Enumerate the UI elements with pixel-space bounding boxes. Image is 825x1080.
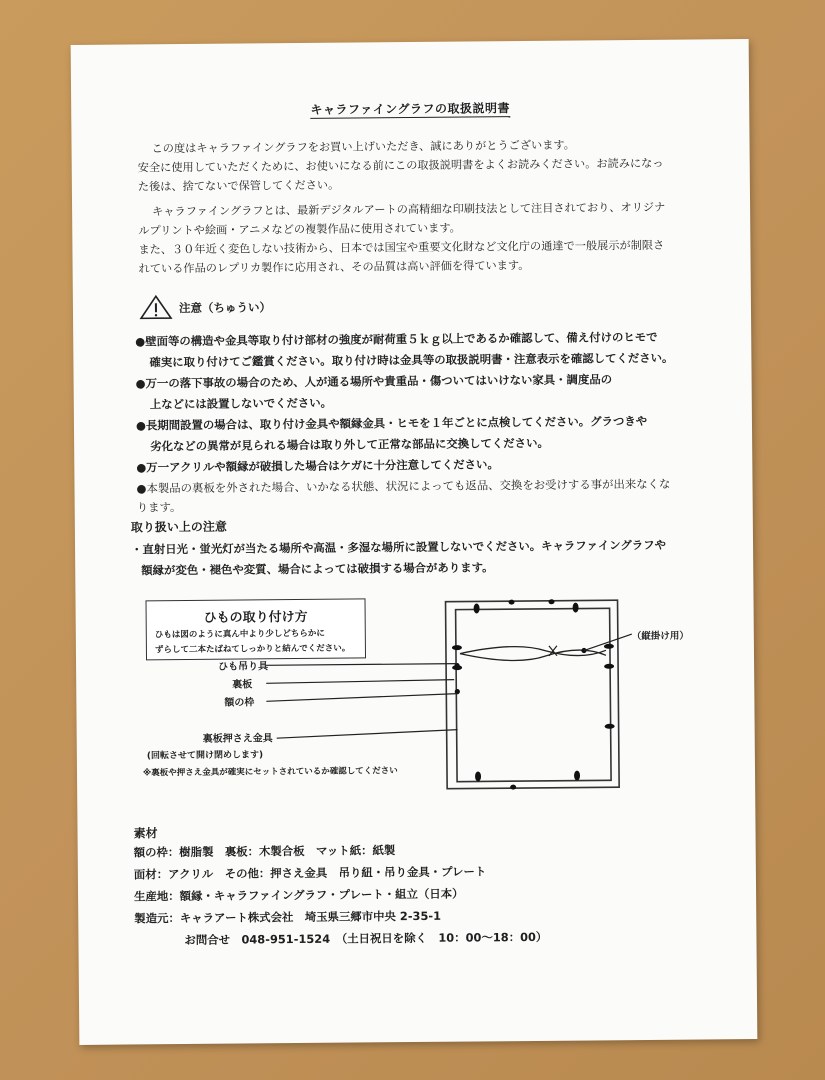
caution-item: 確実に取り付けてご鑑賞ください。取り付け時は金具等の取扱説明書・注意表示を確認してください。 bbox=[149, 350, 674, 370]
frame-inner bbox=[456, 608, 611, 781]
intro-line: れている作品のレプリカ製作に応用され、その品質は高い評価を得ています。 bbox=[138, 258, 530, 276]
caution-item: 上などには設置しないでください。 bbox=[149, 395, 333, 412]
label-clamp: 裏板押さえ金具 bbox=[202, 733, 273, 745]
materials-title: 素材 bbox=[133, 826, 158, 841]
caution-label: 注意（ちゅうい） bbox=[178, 300, 272, 316]
instruction-sheet bbox=[71, 39, 758, 1045]
materials-line: 生産地：額縁・キャラファイングラフ・プレート・組立（日本） bbox=[134, 886, 464, 904]
materials-line: 面材：アクリル その他：押さえ金具 吊り紐・吊り金具・プレート bbox=[133, 864, 487, 882]
frame-outer bbox=[446, 600, 620, 788]
caution-item: ●長期間設置の場合は、取り付け金具や額縁金具・ヒモを１年ごとに点検してください。グラつきや bbox=[135, 413, 648, 433]
label-frame: 額の枠 bbox=[224, 697, 255, 709]
howto-text: ずらして二本たばねてしっかりと結んでください。 bbox=[154, 643, 351, 656]
handling-title: 取り扱い上の注意 bbox=[130, 519, 227, 535]
frame-diagram bbox=[71, 39, 756, 825]
intro-line: この度はキャラファイングラフをお買い上げいただき、誠にありがとうございます。 bbox=[151, 138, 575, 156]
intro-line: 安全に使用していただくために、お使いになる前にこの取扱説明書をよくお読みください。お読みになっ bbox=[137, 156, 664, 175]
intro-line: た後は、捨てないで保管してください。 bbox=[137, 178, 340, 194]
contact-line: お問合せ 048-951-1524 （土日祝日を除く 10：00〜18：00） bbox=[184, 929, 548, 948]
caution-item: ●万一の落下事故の場合のため、人が通る場所や貴重品・傷ついてはいけない家具・調度品の bbox=[135, 372, 613, 391]
label-clamp-note: (回転させて開け閉めします) bbox=[146, 750, 264, 762]
caution-item: 劣化などの異常が見られる場合は取り外して正常な部品に交換してください。 bbox=[150, 435, 549, 454]
intro-line: また、３０年近く変色しない技術から、日本では国宝や重要文化財など文化庁の通達で一般展示が制限さ bbox=[138, 238, 665, 257]
materials-line: 額の枠：樹脂製 裏板：木製合板 マット紙：紙製 bbox=[133, 843, 396, 860]
caution-item: ります。 bbox=[136, 500, 182, 515]
label-string-hook: ひも吊り具 bbox=[218, 661, 269, 673]
handling-line: 額縁が変色・褪色や変質、場合によっては破損する場合があります。 bbox=[141, 560, 494, 578]
label-vertical: （縦掛け用） bbox=[631, 630, 689, 643]
howto-text: ひもは図のように真ん中より少しどちらかに bbox=[154, 628, 325, 641]
intro-line: ルプリントや絵画・アニメなどの複製作品に使用されています。 bbox=[138, 221, 461, 238]
clamp-marks bbox=[452, 599, 616, 790]
handling-line: ・直射日光・蛍光灯が当たる場所や高温・多湿な場所に設置しないでください。キャラファイングラフや bbox=[130, 537, 667, 557]
intro-line: キャラファイングラフとは、最新デジタルアートの高精細な印刷技法として注目されており、オリジナ bbox=[152, 200, 666, 219]
howto-title: ひもの取り付け方 bbox=[203, 609, 308, 626]
document-title: キャラファイングラフの取扱説明書 bbox=[310, 101, 511, 117]
label-back-board: 裏板 bbox=[232, 679, 253, 691]
diagram-footnote: ※裏板や押さえ金具が確実にセットされているか確認してください bbox=[142, 766, 398, 779]
caution-item: ●万一アクリルや額縁が破損した場合はケガに十分注意してください。 bbox=[136, 457, 499, 475]
caution-item: ●本製品の裏板を外された場合、いかなる状態、状況によっても返品、交換をお受けする事が出来なくな bbox=[136, 476, 671, 496]
materials-line: 製造元：キャラアート株式会社 埼玉県三郷市中央 2-35-1 bbox=[134, 908, 442, 926]
caution-item: ●壁面等の構造や金具等取り付け部材の強度が耐荷重５ｋｇ以上であるか確認して、備え付けのヒモで bbox=[135, 329, 658, 349]
